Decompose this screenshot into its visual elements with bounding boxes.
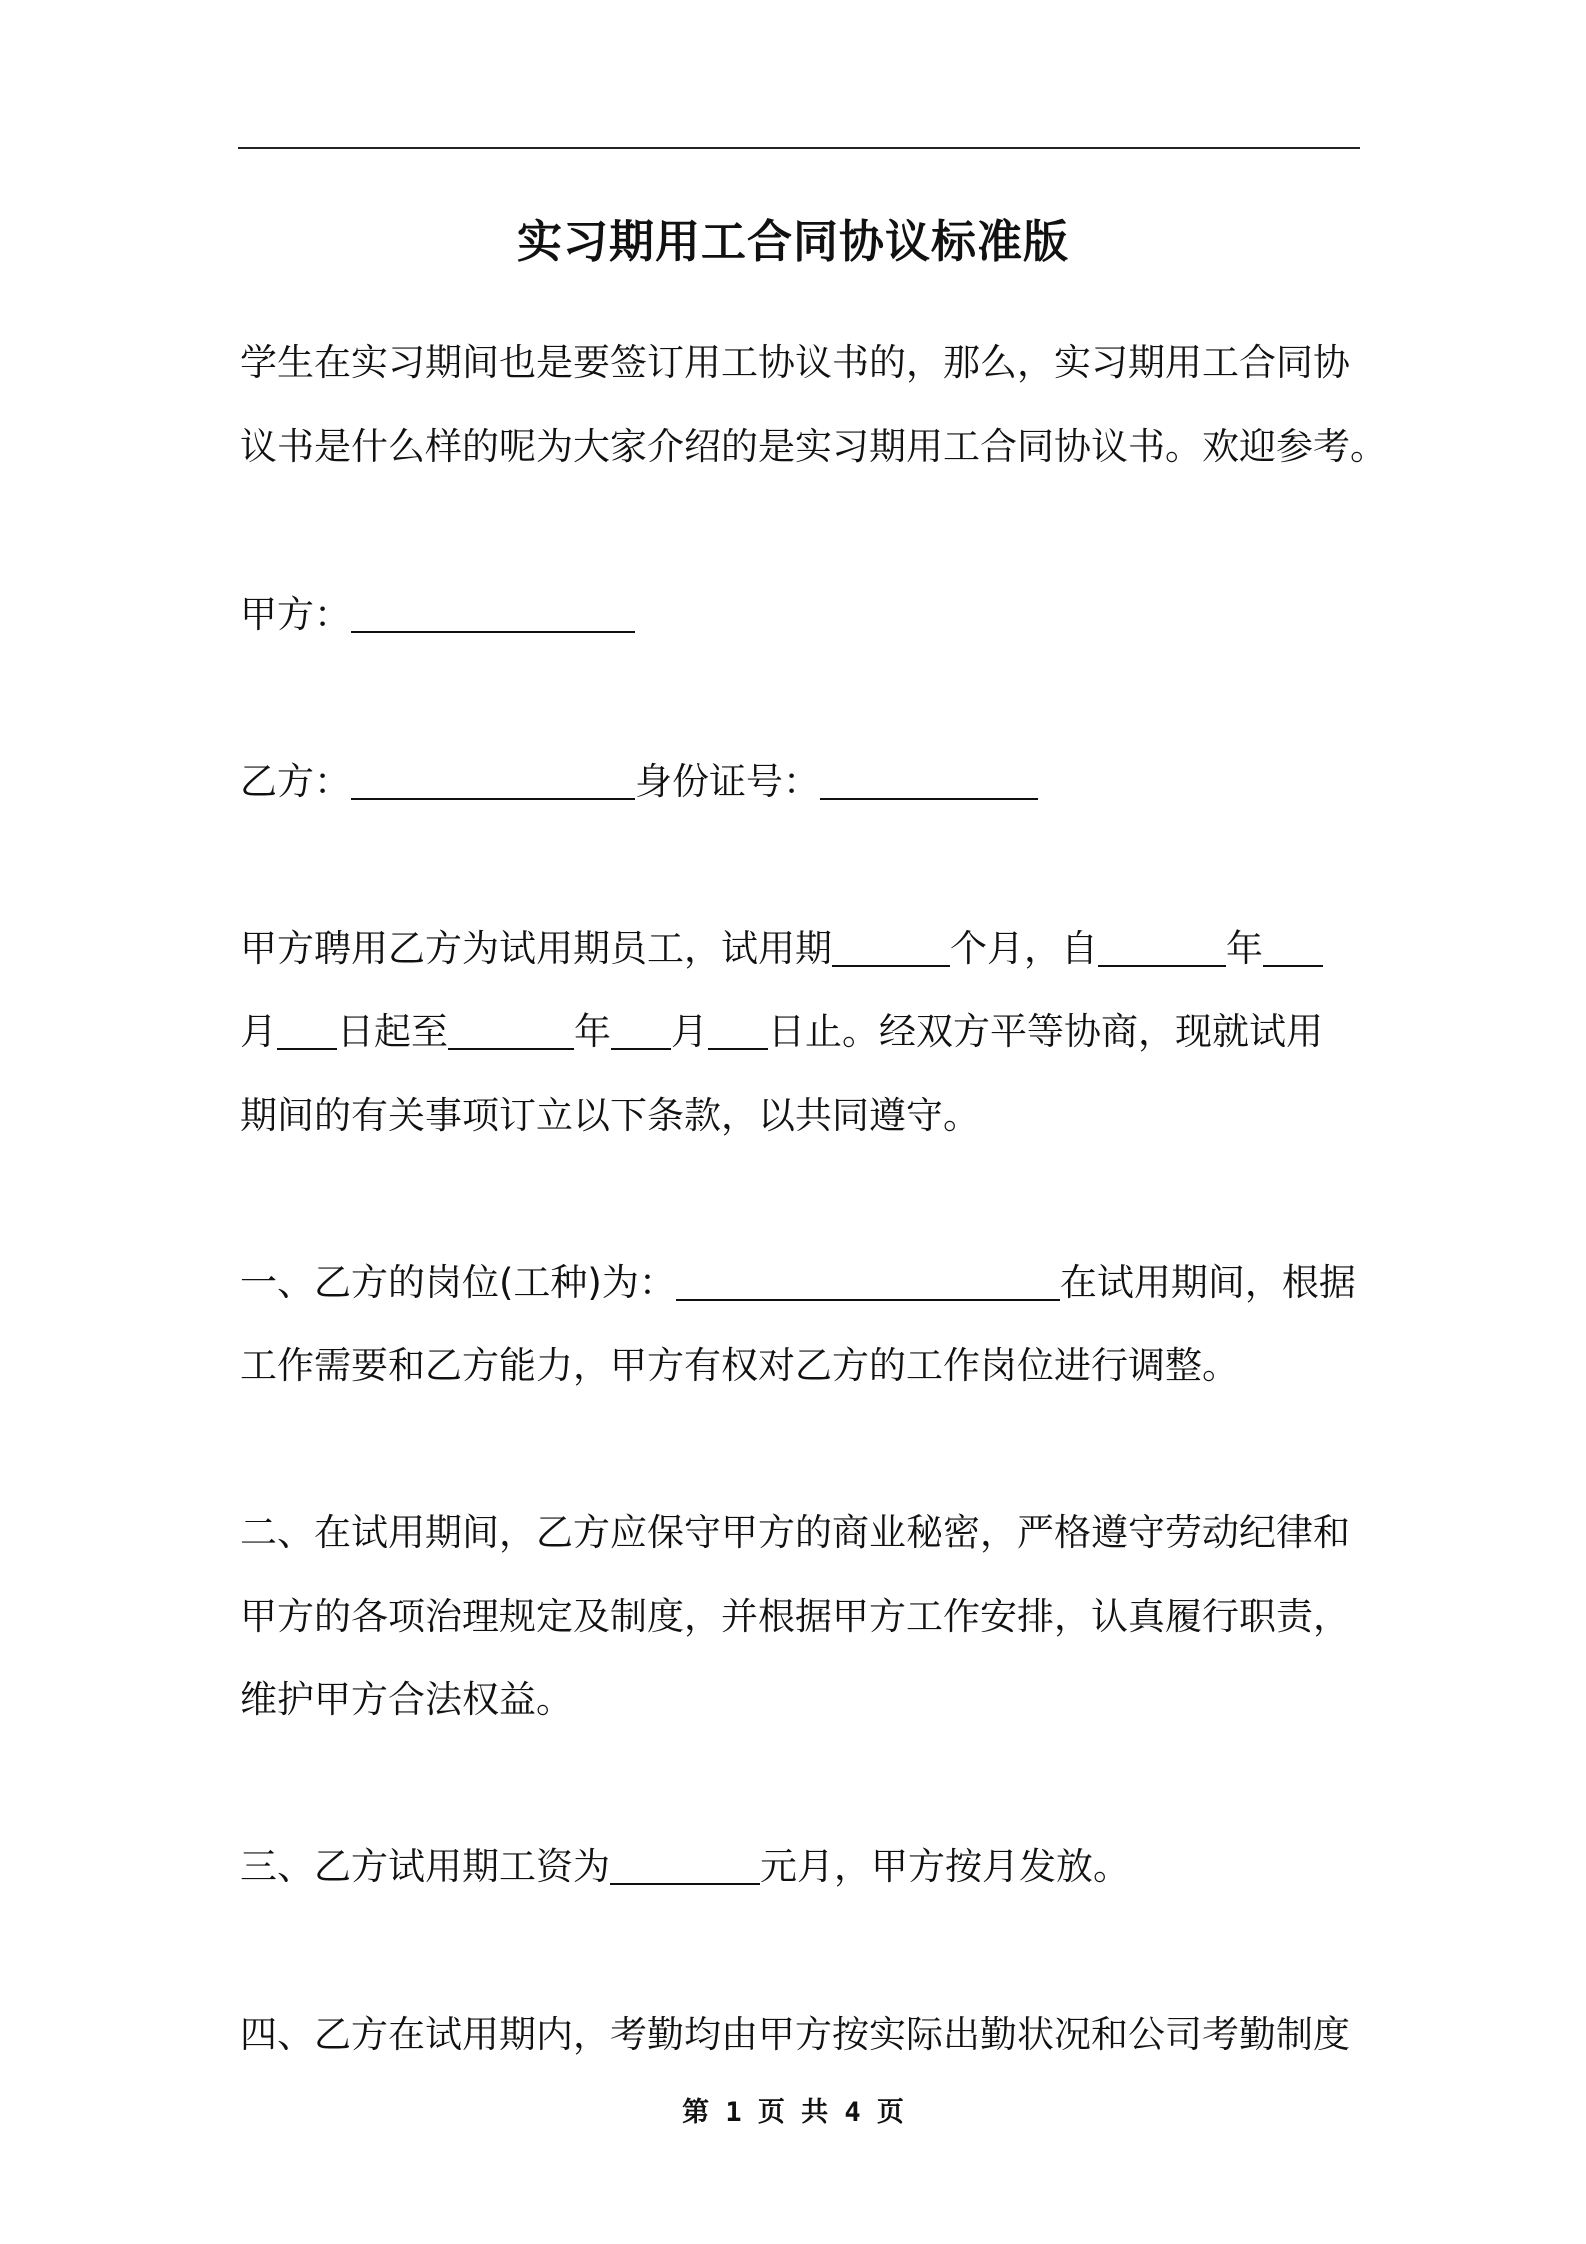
clause-4-line-1: 四、乙方在试用期内，考勤均由甲方按实际出勤状况和公司考勤制度 <box>240 2013 1350 2056</box>
start-month-blank[interactable] <box>1263 931 1323 967</box>
position-blank[interactable] <box>676 1265 1060 1301</box>
probation-text-5: 日起至 <box>337 1010 448 1053</box>
probation-months-blank[interactable] <box>832 931 950 967</box>
clause-1-text-2: 在试用期间，根据 <box>1059 1261 1356 1304</box>
probation-text-3: 年 <box>1226 927 1263 970</box>
document-title: 实习期用工合同协议标准版 <box>516 215 1069 268</box>
probation-text-8: 日止。经双方平等协商，现就试用 <box>768 1010 1323 1053</box>
clause-2-line-3: 维护甲方合法权益。 <box>240 1678 573 1721</box>
probation-text-6: 年 <box>574 1010 611 1053</box>
party-a-label: 甲方： <box>240 593 351 636</box>
id-number-label: 身份证号： <box>635 760 820 803</box>
start-day-blank[interactable] <box>277 1014 337 1050</box>
clause-1-line-2: 工作需要和乙方能力，甲方有权对乙方的工作岗位进行调整。 <box>240 1344 1239 1387</box>
probation-text-1: 甲方聘用乙方为试用期员工，试用期 <box>240 927 832 970</box>
party-b-blank[interactable] <box>351 764 635 800</box>
clause-1-text-1: 一、乙方的岗位(工种)为： <box>240 1261 676 1304</box>
clause-3-text-1: 三、乙方试用期工资为 <box>240 1845 610 1888</box>
party-a-blank[interactable] <box>351 597 635 633</box>
clause-2-line-1: 二、在试用期间，乙方应保守甲方的商业秘密，严格遵守劳动纪律和 <box>240 1511 1350 1554</box>
probation-text-7: 月 <box>671 1010 708 1053</box>
end-year-blank[interactable] <box>448 1014 574 1050</box>
id-number-blank[interactable] <box>820 764 1038 800</box>
party-b-label: 乙方： <box>240 760 351 803</box>
probation-text-4: 月 <box>240 1010 277 1053</box>
probation-text-2: 个月，自 <box>950 927 1098 970</box>
salary-blank[interactable] <box>610 1849 760 1885</box>
clause-1-line-1 <box>240 1258 1356 1308</box>
party-a-line <box>240 590 635 640</box>
end-day-blank[interactable] <box>708 1014 768 1050</box>
party-b-line <box>240 757 1038 807</box>
probation-line-1 <box>240 924 1323 974</box>
start-year-blank[interactable] <box>1098 931 1226 967</box>
page-footer: 第 1 页 共 4 页 <box>682 2097 904 2128</box>
clause-3-text-2: 元月，甲方按月发放。 <box>760 1845 1130 1888</box>
probation-line-2 <box>240 1007 1323 1057</box>
probation-line-3: 期间的有关事项订立以下条款，以共同遵守。 <box>240 1094 980 1137</box>
header-rule <box>238 147 1360 149</box>
clause-2-line-2: 甲方的各项治理规定及制度，并根据甲方工作安排，认真履行职责， <box>240 1595 1350 1638</box>
clause-3-line-1 <box>240 1842 1130 1892</box>
intro-line-2: 议书是什么样的呢为大家介绍的是实习期用工合同协议书。欢迎参考。 <box>240 425 1387 468</box>
intro-line-1: 学生在实习期间也是要签订用工协议书的，那么，实习期用工合同协 <box>240 341 1350 384</box>
end-month-blank[interactable] <box>611 1014 671 1050</box>
